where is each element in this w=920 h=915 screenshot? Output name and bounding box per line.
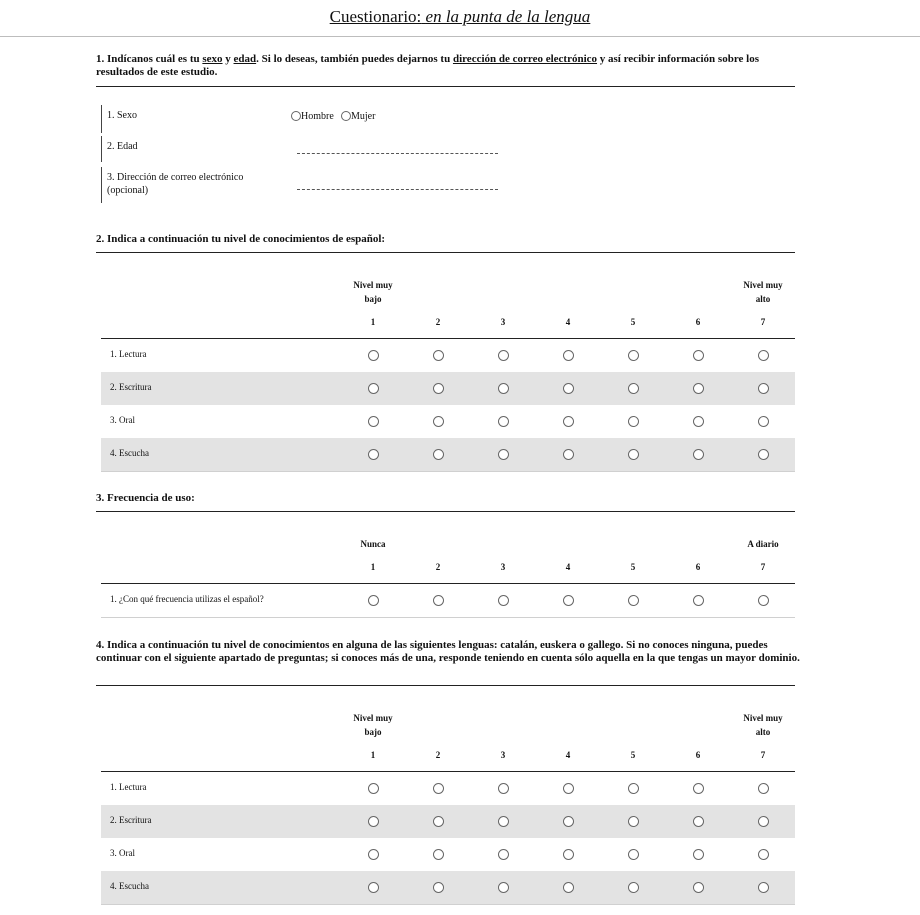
q2-radio-r2-c6[interactable] (693, 383, 704, 394)
q2-scale-num-3: 3 (500, 317, 506, 327)
sex-option-female-label: Mujer (351, 111, 376, 122)
radio-female[interactable] (341, 111, 351, 121)
q2-radio-r1-c2[interactable] (433, 350, 444, 361)
q3-title: 3. Frecuencia de uso: (96, 492, 195, 504)
q1-underline-edad: edad (233, 53, 257, 65)
q2-title: 2. Indica a continuación tu nivel de conocimientos de español: (96, 233, 386, 245)
field-email-optional: (opcional) (107, 185, 149, 196)
q4-radio-r4-c3[interactable] (498, 882, 509, 893)
q3-radio-r1-c5[interactable] (628, 595, 639, 606)
q2-radio-r3-c1[interactable] (368, 416, 379, 427)
sex-option-female[interactable] (341, 111, 375, 122)
q4-radio-r2-c6[interactable] (693, 816, 704, 827)
q2-high-line1: Nivel muy (743, 280, 783, 290)
q4-radio-r2-c5[interactable] (628, 816, 639, 827)
q4-radio-r3-c3[interactable] (498, 849, 509, 860)
q2-low-line2: bajo (364, 294, 382, 304)
q4-radio-r2-c7[interactable] (758, 816, 769, 827)
field-edad (101, 136, 138, 162)
q1-text-3: . Si lo deseas, también puedes dejarnos tu (256, 53, 453, 65)
q4-row-1 (101, 772, 795, 805)
q4-scale-num-1: 1 (370, 750, 376, 760)
q4-row-label: 4. Escucha (110, 881, 149, 891)
q4-divider (96, 685, 795, 686)
sex-option-male-label: Hombre (301, 111, 334, 122)
q3-scale-num-5: 5 (630, 562, 636, 572)
q2-row-3 (101, 405, 795, 438)
q2-row-4 (101, 438, 795, 471)
q1-underline-sexo: sexo (202, 53, 223, 65)
q3-scale-num-3: 3 (500, 562, 506, 572)
q2-radio-r2-c1[interactable] (368, 383, 379, 394)
q2-scale-num-1: 1 (370, 317, 376, 327)
q4-radio-r3-c7[interactable] (758, 849, 769, 860)
q4-radio-r2-c1[interactable] (368, 816, 379, 827)
q1-underline-email: dirección de correo electrónico (452, 53, 598, 65)
q3-radio-r1-c3[interactable] (498, 595, 509, 606)
q2-radio-r1-c4[interactable] (563, 350, 574, 361)
q2-radio-r4-c5[interactable] (628, 449, 639, 460)
q4-title: 4. Indica a continuación tu nivel de conocimientos en alguna de las siguientes lenguas: catalán, euskera o gallego. Si no conoces ninguna, puedes continuar con el siguiente apartado de preguntas; si conoces más de una, responde teniendo en cuenta sólo aquella en la que tengas un mayor dominio. (96, 639, 800, 664)
email-input[interactable] (297, 189, 498, 190)
q4-radio-r3-c4[interactable] (563, 849, 574, 860)
q2-scale-num-5: 5 (630, 317, 636, 327)
q1-text-4: y así recibir información sobre los resultados de este estudio. (96, 53, 759, 78)
q2-radio-r1-c6[interactable] (693, 350, 704, 361)
edad-input[interactable] (297, 153, 498, 154)
title-italic: en la punta de la lengua (425, 7, 591, 26)
q3-scale-num-7: 7 (760, 562, 766, 572)
q3-scale-num-1: 1 (370, 562, 376, 572)
q2-high-line2: alto (755, 294, 771, 304)
q2-radio-r2-c4[interactable] (563, 383, 574, 394)
q3-radio-r1-c7[interactable] (758, 595, 769, 606)
q4-radio-r1-c5[interactable] (628, 783, 639, 794)
q2-radio-r4-c3[interactable] (498, 449, 509, 460)
q4-bottom-rule (101, 904, 795, 905)
q2-row-label: 4. Escucha (110, 448, 149, 458)
q2-radio-r4-c4[interactable] (563, 449, 574, 460)
field-sexo-label: 1. Sexo (107, 110, 137, 121)
q2-radio-r1-c5[interactable] (628, 350, 639, 361)
q3-scale-low-label: Nunca (360, 539, 386, 549)
q2-low-line1: Nivel muy (353, 280, 393, 290)
q2-radio-r2-c5[interactable] (628, 383, 639, 394)
q4-radio-r1-c3[interactable] (498, 783, 509, 794)
q2-scale-num-7: 7 (760, 317, 766, 327)
q3-scale-num-2: 2 (435, 562, 441, 572)
q4-high-line1: Nivel muy (743, 713, 783, 723)
q2-radio-r4-c6[interactable] (693, 449, 704, 460)
q2-radio-r1-c3[interactable] (498, 350, 509, 361)
q4-scale-high-label (723, 711, 803, 739)
q4-radio-r4-c6[interactable] (693, 882, 704, 893)
q4-scale-num-3: 3 (500, 750, 506, 760)
q4-radio-r1-c2[interactable] (433, 783, 444, 794)
q4-scale-num-5: 5 (630, 750, 636, 760)
q4-radio-r3-c5[interactable] (628, 849, 639, 860)
q3-radio-r1-c2[interactable] (433, 595, 444, 606)
q4-radio-r4-c7[interactable] (758, 882, 769, 893)
q4-scale-num-6: 6 (695, 750, 701, 760)
q1-title (96, 53, 796, 79)
q2-radio-r2-c7[interactable] (758, 383, 769, 394)
title-divider (0, 36, 920, 37)
q4-row-label: 1. Lectura (110, 782, 147, 792)
q4-radio-r3-c2[interactable] (433, 849, 444, 860)
q4-row-label: 2. Escritura (110, 815, 152, 825)
field-edad-label: 2. Edad (107, 141, 138, 152)
field-email-label: 3. Dirección de correo electrónico (107, 172, 244, 183)
q2-radio-r4-c1[interactable] (368, 449, 379, 460)
q4-radio-r4-c1[interactable] (368, 882, 379, 893)
q3-scale-num-6: 6 (695, 562, 701, 572)
q4-scale-num-7: 7 (760, 750, 766, 760)
q3-bottom-rule (101, 617, 795, 618)
q2-radio-r3-c4[interactable] (563, 416, 574, 427)
q3-radio-r1-c6[interactable] (693, 595, 704, 606)
q2-row-label: 2. Escritura (110, 382, 152, 392)
q2-scale-num-4: 4 (565, 317, 571, 327)
q4-row-label: 3. Oral (110, 848, 135, 858)
q4-radio-r2-c3[interactable] (498, 816, 509, 827)
q2-radio-r2-c2[interactable] (433, 383, 444, 394)
q1-text-2: y (222, 53, 234, 65)
q4-low-line1: Nivel muy (353, 713, 393, 723)
q4-radio-r4-c2[interactable] (433, 882, 444, 893)
q2-scale-high-label (723, 278, 803, 306)
q2-row-label: 3. Oral (110, 415, 135, 425)
q2-radio-r3-c2[interactable] (433, 416, 444, 427)
sex-option-male[interactable] (291, 111, 334, 122)
q4-radio-r3-c6[interactable] (693, 849, 704, 860)
q2-radio-r3-c3[interactable] (498, 416, 509, 427)
q3-radio-r1-c4[interactable] (563, 595, 574, 606)
q2-scale-low-label (333, 278, 413, 306)
q3-scale-num-4: 4 (565, 562, 571, 572)
q4-scale-low-label (333, 711, 413, 739)
q2-radio-r3-c5[interactable] (628, 416, 639, 427)
q2-radio-r3-c6[interactable] (693, 416, 704, 427)
field-email (101, 167, 243, 203)
q3-scale-high-label: A diario (747, 539, 779, 549)
q1-text-1: 1. Indícanos cuál es tu (96, 53, 203, 65)
q2-scale-num-2: 2 (435, 317, 441, 327)
q3-row-1 (101, 584, 795, 617)
title-main: Cuestionario: (329, 7, 422, 26)
q4-radio-r2-c4[interactable] (563, 816, 574, 827)
q2-radio-r3-c7[interactable] (758, 416, 769, 427)
q4-radio-r1-c4[interactable] (563, 783, 574, 794)
q2-radio-r1-c1[interactable] (368, 350, 379, 361)
q1-divider (96, 86, 795, 87)
q2-radio-r1-c7[interactable] (758, 350, 769, 361)
q4-row-2 (101, 805, 795, 838)
q4-row-4 (101, 871, 795, 904)
q4-radio-r1-c6[interactable] (693, 783, 704, 794)
q3-row-label: 1. ¿Con qué frecuencia utilizas el español? (110, 594, 264, 604)
page-title (0, 7, 920, 27)
q2-radio-r4-c2[interactable] (433, 449, 444, 460)
q2-row-label: 1. Lectura (110, 349, 147, 359)
q2-radio-r4-c7[interactable] (758, 449, 769, 460)
q2-row-2 (101, 372, 795, 405)
q4-row-3 (101, 838, 795, 871)
q2-scale-num-6: 6 (695, 317, 701, 327)
field-sexo (101, 105, 137, 133)
q4-radio-r4-c4[interactable] (563, 882, 574, 893)
q2-divider (96, 252, 795, 253)
radio-male[interactable] (291, 111, 301, 121)
q4-scale-num-4: 4 (565, 750, 571, 760)
q4-radio-r4-c5[interactable] (628, 882, 639, 893)
q2-row-1 (101, 339, 795, 372)
q2-bottom-rule (101, 471, 795, 472)
q4-scale-num-2: 2 (435, 750, 441, 760)
q4-radio-r2-c2[interactable] (433, 816, 444, 827)
q4-low-line2: bajo (364, 727, 382, 737)
q4-radio-r1-c1[interactable] (368, 783, 379, 794)
q3-radio-r1-c1[interactable] (368, 595, 379, 606)
q4-radio-r1-c7[interactable] (758, 783, 769, 794)
q4-high-line2: alto (755, 727, 771, 737)
q2-radio-r2-c3[interactable] (498, 383, 509, 394)
q3-divider (96, 511, 795, 512)
q4-radio-r3-c1[interactable] (368, 849, 379, 860)
